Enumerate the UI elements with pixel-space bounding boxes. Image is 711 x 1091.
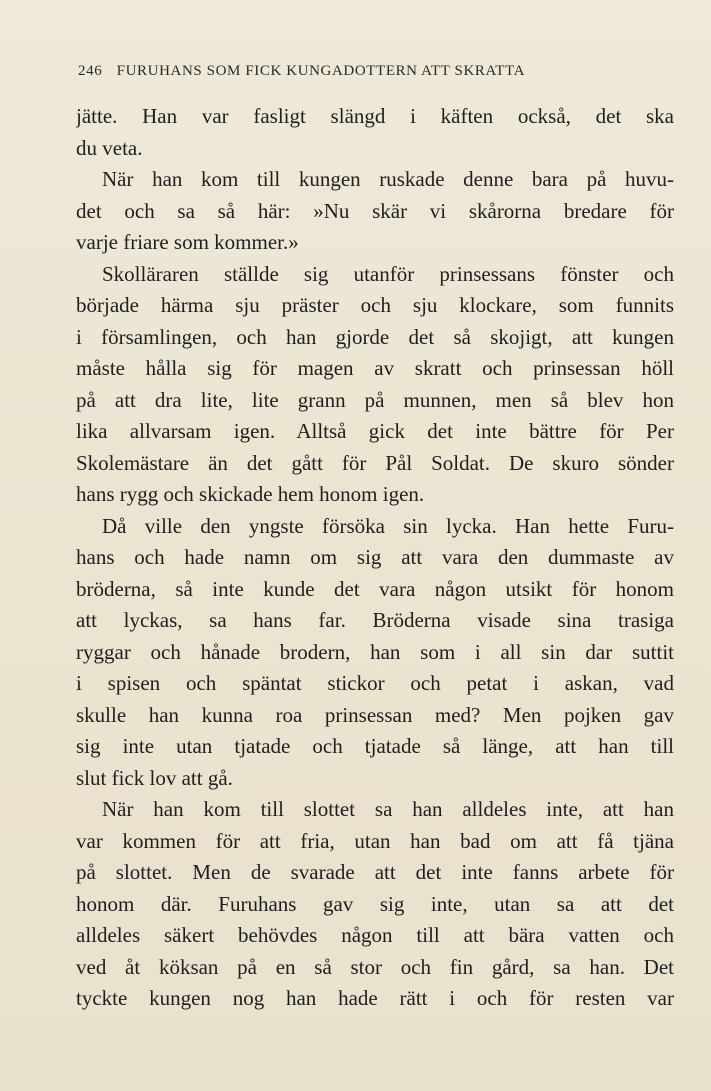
text-line: tyckte kungen nog han hade rätt i och för resten var: [76, 986, 674, 1010]
text-line: bröderna, så inte kunde det vara någon utsikt för honom: [76, 576, 674, 601]
text-line: När han kom till kungen ruskade denne bara på huvu-: [102, 167, 674, 191]
text-line: Då ville den yngste försöka sin lycka. Han hette Furu-: [102, 513, 674, 538]
text-line: När han kom till slottet sa han alldeles inte, att han: [102, 797, 674, 821]
page-number: 246: [78, 63, 103, 79]
text-line: hans rygg och skickade hem honom igen.: [76, 482, 425, 506]
text-line: var kommen för att fria, utan han bad om att få tjäna: [76, 828, 674, 853]
text-line: Skolemästare än det gått för Pål Soldat. De skuro sönder: [76, 450, 674, 475]
text-line: alldeles säkert behövdes någon till att bära vatten och: [76, 923, 674, 947]
text-line: hans och hade namn om sig att vara den dummaste av: [76, 545, 674, 569]
text-line: du veta.: [76, 135, 143, 160]
text-line: honom där. Furuhans gav sig inte, utan sa att det: [76, 891, 674, 916]
running-title: FURUHANS SOM FICK KUNGADOTTERN ATT SKRATTA: [116, 63, 526, 79]
text-line: att lyckas, sa hans far. Bröderna visade sina trasiga: [76, 608, 674, 632]
text-line: sig inte utan tjatade och tjatade så länge, att han till: [76, 734, 674, 758]
text-line: på att dra lite, lite grann på munnen, men så blev hon: [76, 387, 674, 412]
text-line: i spisen och späntat stickor och petat i askan, vad: [76, 671, 674, 695]
text-line: jätte. Han var fasligt slängd i käften också, det ska: [76, 104, 674, 128]
text-line: började härma sju präster och sju klockare, som funnits: [76, 293, 674, 317]
text-line: det och sa så här: »Nu skär vi skårorna bredare för: [76, 198, 674, 223]
body-text: [76, 101, 674, 1015]
text-line: skulle han kunna roa prinsessan med? Men pojken gav: [76, 702, 674, 727]
text-line: ved åt köksan på en så stor och fin gård, sa han. Det: [76, 954, 674, 979]
text-line: måste hålla sig för magen av skratt och prinsessan höll: [76, 356, 674, 380]
text-line: lika allvarsam igen. Alltså gick det inte bättre för Per: [76, 419, 674, 443]
running-header: [78, 63, 638, 85]
text-line: varje friare som kommer.»: [76, 230, 299, 254]
text-line: ryggar och hånade brodern, han som i all sin dar suttit: [76, 639, 674, 664]
text-line: i församlingen, och han gjorde det så skojigt, att kungen: [76, 324, 674, 349]
text-line: Skolläraren ställde sig utanför prinsessans fönster och: [102, 261, 674, 286]
text-line: slut fick lov att gå.: [76, 765, 233, 790]
text-line: på slottet. Men de svarade att det inte fanns arbete för: [76, 860, 674, 884]
